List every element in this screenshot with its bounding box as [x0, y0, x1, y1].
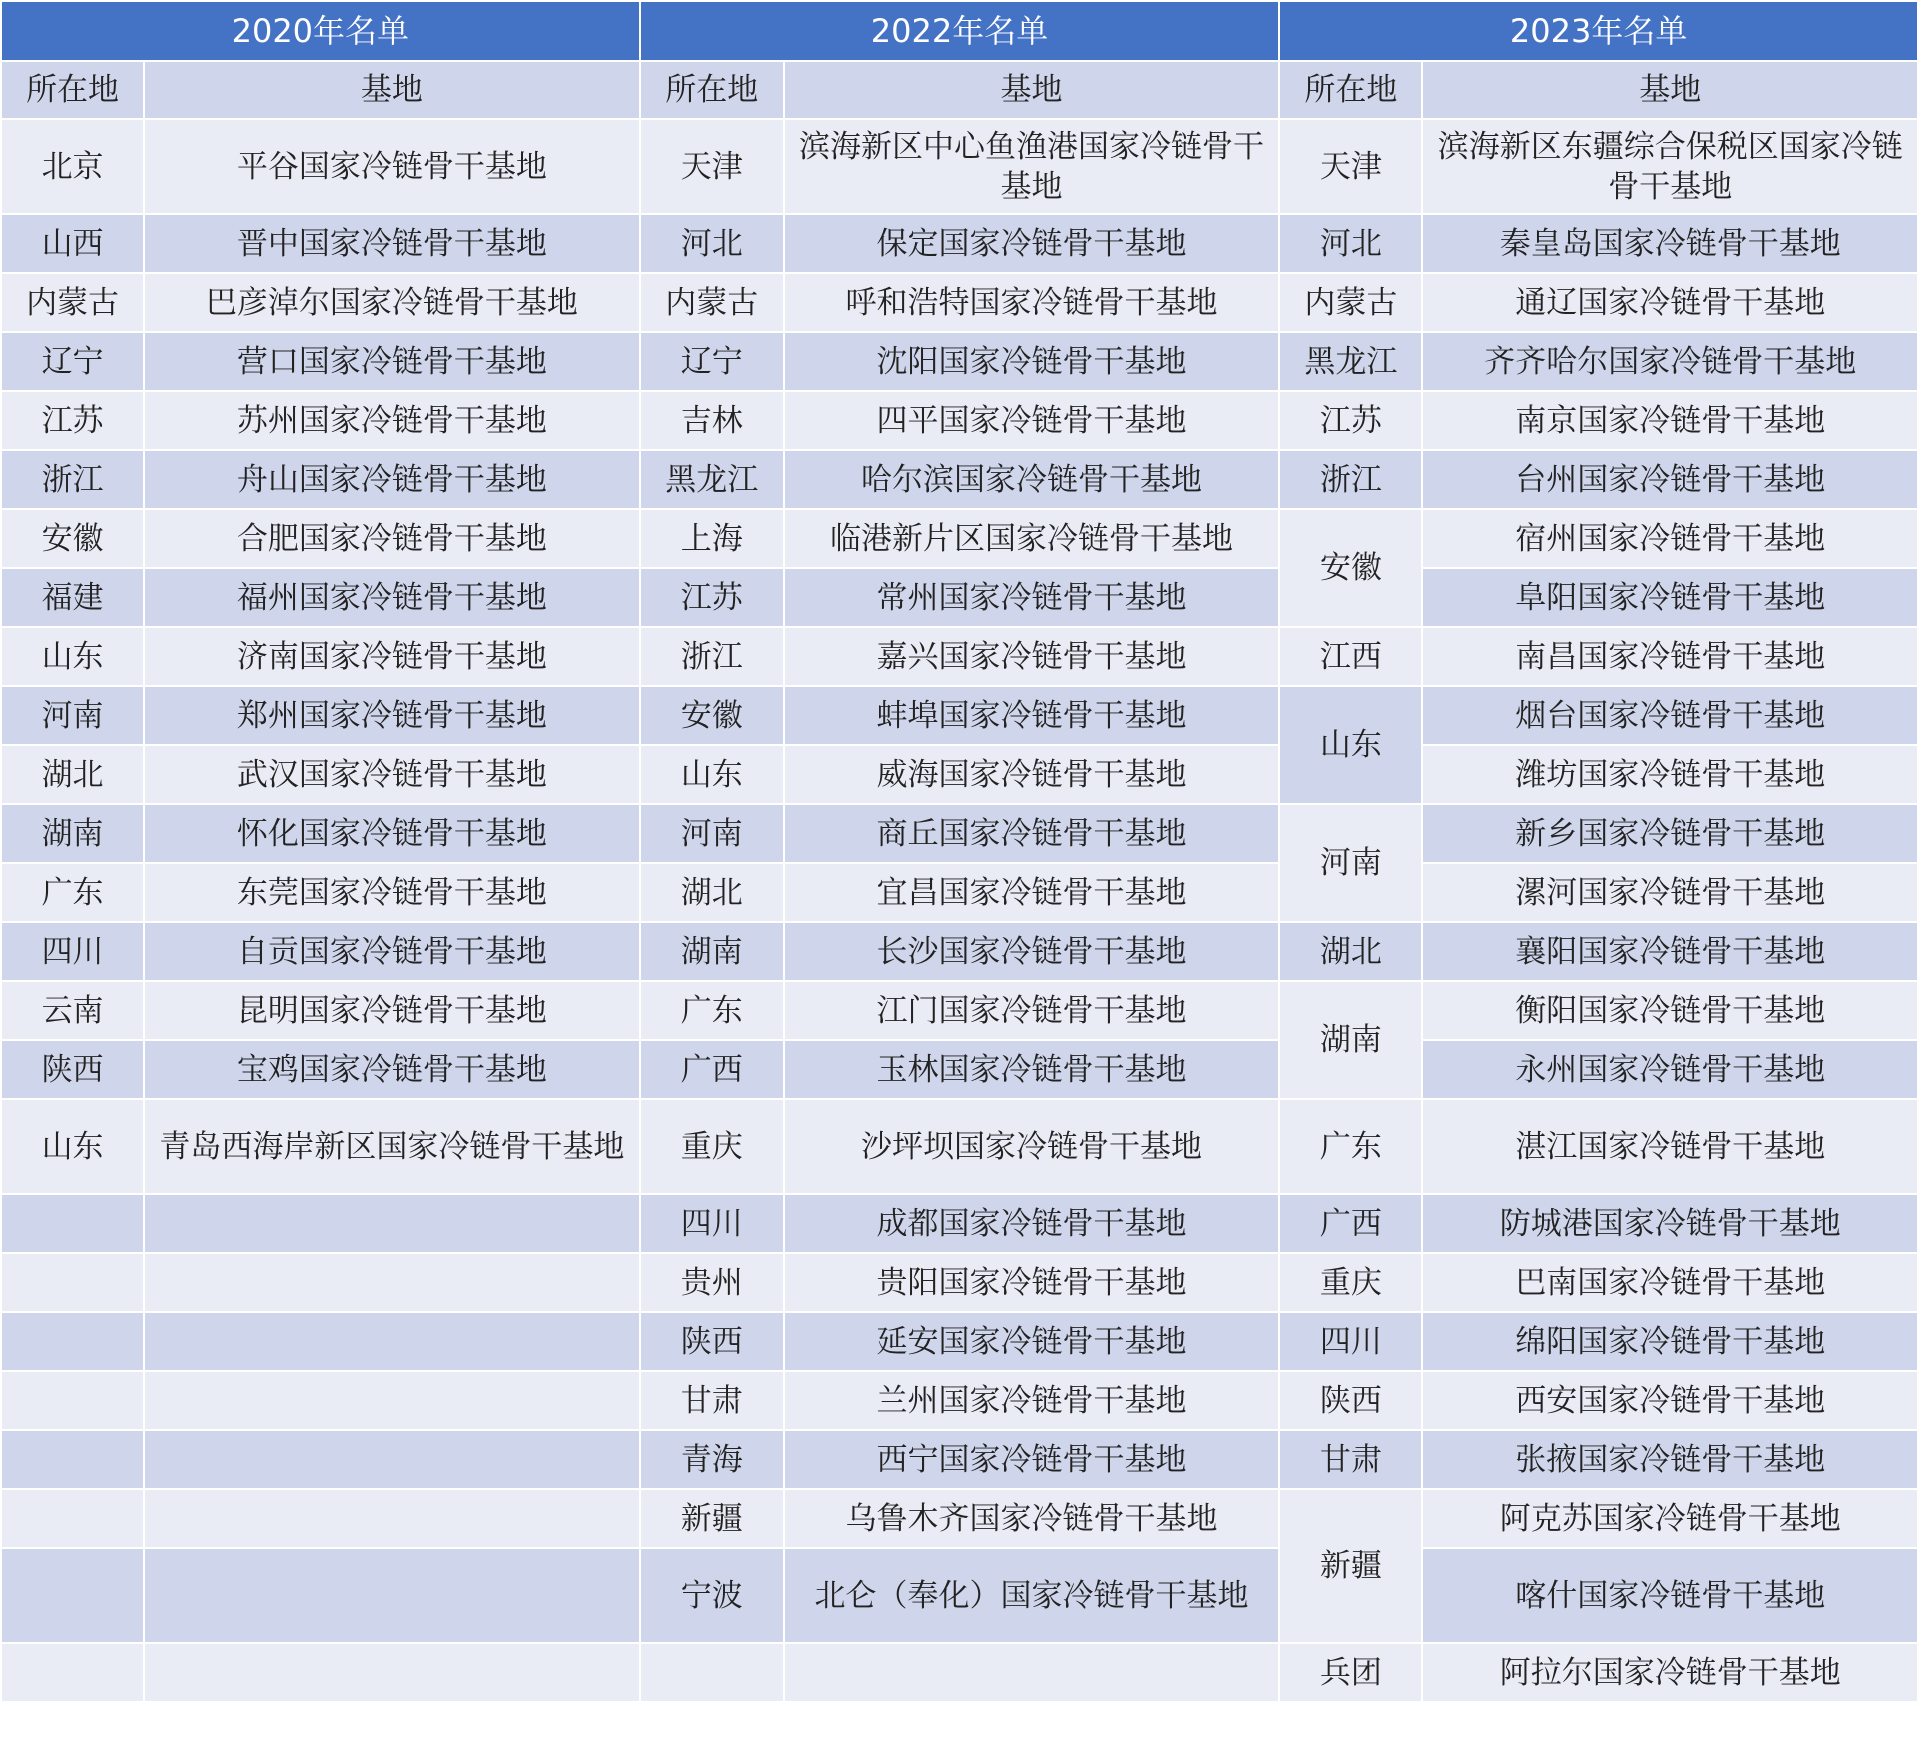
location-2020-cell: 湖北 [2, 746, 143, 803]
col-header-base-2022: 基地 [785, 62, 1279, 118]
table-row [2, 1549, 1917, 1642]
col-header-location-2023: 所在地 [1280, 62, 1421, 118]
header-2023-list: 2023年名单 [1280, 2, 1917, 60]
base-2020-cell: 自贡国家冷链骨干基地 [145, 923, 639, 980]
location-2022-cell: 上海 [641, 510, 783, 567]
base-2022-cell: 延安国家冷链骨干基地 [785, 1313, 1279, 1370]
empty-cell [145, 1254, 639, 1311]
base-2020-cell: 郑州国家冷链骨干基地 [145, 687, 639, 744]
empty-cell [145, 1549, 639, 1642]
base-2023-cell: 张掖国家冷链骨干基地 [1423, 1431, 1917, 1488]
table-row [2, 1490, 1917, 1547]
base-2022-cell: 常州国家冷链骨干基地 [785, 569, 1279, 626]
location-2022-cell: 四川 [641, 1195, 783, 1252]
col-header-base-2020: 基地 [145, 62, 639, 118]
location-2023-cell: 湖北 [1280, 923, 1421, 980]
base-2023-cell: 漯河国家冷链骨干基地 [1423, 864, 1917, 921]
location-2020-cell: 辽宁 [2, 333, 143, 390]
location-2022-cell: 甘肃 [641, 1372, 783, 1429]
base-2020-cell: 怀化国家冷链骨干基地 [145, 805, 639, 862]
table-row [2, 451, 1917, 508]
base-2022-cell: 四平国家冷链骨干基地 [785, 392, 1279, 449]
location-2020-cell: 山西 [2, 215, 143, 272]
header-2020-list: 2020年名单 [2, 2, 639, 60]
location-2020-cell: 四川 [2, 923, 143, 980]
table-row [2, 1644, 1917, 1701]
base-2023-cell: 齐齐哈尔国家冷链骨干基地 [1423, 333, 1917, 390]
empty-cell [2, 1644, 143, 1701]
base-2022-cell: 蚌埠国家冷链骨干基地 [785, 687, 1279, 744]
location-2022-cell: 天津 [641, 120, 783, 213]
location-2023-cell: 天津 [1280, 120, 1421, 213]
location-2020-cell: 北京 [2, 120, 143, 213]
location-2023-cell: 重庆 [1280, 1254, 1421, 1311]
table-row [2, 628, 1917, 685]
location-2022-cell: 山东 [641, 746, 783, 803]
base-2023-cell: 阜阳国家冷链骨干基地 [1423, 569, 1917, 626]
base-2020-cell: 昆明国家冷链骨干基地 [145, 982, 639, 1039]
table-row [2, 864, 1917, 921]
col-header-location-2020: 所在地 [2, 62, 143, 118]
location-2022-cell: 广东 [641, 982, 783, 1039]
empty-cell [2, 1195, 143, 1252]
location-2022-cell: 广西 [641, 1041, 783, 1098]
location-2022-cell: 青海 [641, 1431, 783, 1488]
location-2020-cell: 湖南 [2, 805, 143, 862]
location-2020-cell: 河南 [2, 687, 143, 744]
table-row [2, 274, 1917, 331]
location-2020-cell: 安徽 [2, 510, 143, 567]
base-2023-cell: 秦皇岛国家冷链骨干基地 [1423, 215, 1917, 272]
location-2022-cell: 宁波 [641, 1549, 783, 1642]
base-2023-cell: 湛江国家冷链骨干基地 [1423, 1100, 1917, 1193]
base-2022-cell: 嘉兴国家冷链骨干基地 [785, 628, 1279, 685]
location-2022-cell: 新疆 [641, 1490, 783, 1547]
location-2022-cell: 黑龙江 [641, 451, 783, 508]
location-2023-cell: 湖南 [1280, 982, 1421, 1098]
location-2023-cell: 新疆 [1280, 1490, 1421, 1642]
base-2022-cell: 玉林国家冷链骨干基地 [785, 1041, 1279, 1098]
base-2023-cell: 衡阳国家冷链骨干基地 [1423, 982, 1917, 1039]
location-2023-cell: 四川 [1280, 1313, 1421, 1370]
empty-cell [145, 1644, 639, 1701]
empty-cell [145, 1195, 639, 1252]
base-2022-cell: 商丘国家冷链骨干基地 [785, 805, 1279, 862]
location-2020-cell: 山东 [2, 628, 143, 685]
col-header-location-2022: 所在地 [641, 62, 783, 118]
location-2023-cell: 内蒙古 [1280, 274, 1421, 331]
table-row [2, 746, 1917, 803]
base-2023-cell: 通辽国家冷链骨干基地 [1423, 274, 1917, 331]
empty-cell [641, 1644, 783, 1701]
location-2020-cell: 陕西 [2, 1041, 143, 1098]
location-2020-cell: 广东 [2, 864, 143, 921]
location-2020-cell: 福建 [2, 569, 143, 626]
base-2022-cell: 长沙国家冷链骨干基地 [785, 923, 1279, 980]
table-row [2, 805, 1917, 862]
base-2022-cell: 临港新片区国家冷链骨干基地 [785, 510, 1279, 567]
empty-cell [145, 1372, 639, 1429]
location-2023-cell: 安徽 [1280, 510, 1421, 626]
base-2020-cell: 合肥国家冷链骨干基地 [145, 510, 639, 567]
empty-cell [2, 1313, 143, 1370]
base-2022-cell: 滨海新区中心鱼渔港国家冷链骨干基地 [785, 120, 1279, 213]
base-2020-cell: 东莞国家冷链骨干基地 [145, 864, 639, 921]
table-row [2, 510, 1917, 567]
header-2022-list: 2022年名单 [641, 2, 1279, 60]
base-2022-cell: 乌鲁木齐国家冷链骨干基地 [785, 1490, 1279, 1547]
location-2023-cell: 陕西 [1280, 1372, 1421, 1429]
location-2022-cell: 内蒙古 [641, 274, 783, 331]
base-2023-cell: 滨海新区东疆综合保税区国家冷链骨干基地 [1423, 120, 1917, 213]
empty-cell [785, 1644, 1279, 1701]
location-2020-cell: 内蒙古 [2, 274, 143, 331]
location-2023-cell: 山东 [1280, 687, 1421, 803]
location-2022-cell: 河北 [641, 215, 783, 272]
empty-cell [145, 1490, 639, 1547]
table-row [2, 1372, 1917, 1429]
base-2022-cell: 西宁国家冷链骨干基地 [785, 1431, 1279, 1488]
base-2023-cell: 襄阳国家冷链骨干基地 [1423, 923, 1917, 980]
base-2022-cell: 沈阳国家冷链骨干基地 [785, 333, 1279, 390]
base-2023-cell: 阿克苏国家冷链骨干基地 [1423, 1490, 1917, 1547]
base-2022-cell: 哈尔滨国家冷链骨干基地 [785, 451, 1279, 508]
base-2023-cell: 南京国家冷链骨干基地 [1423, 392, 1917, 449]
base-2022-cell: 成都国家冷链骨干基地 [785, 1195, 1279, 1252]
base-2023-cell: 宿州国家冷链骨干基地 [1423, 510, 1917, 567]
table-row [2, 1195, 1917, 1252]
base-2023-cell: 永州国家冷链骨干基地 [1423, 1041, 1917, 1098]
base-2022-cell: 北仑（奉化）国家冷链骨干基地 [785, 1549, 1279, 1642]
empty-cell [2, 1490, 143, 1547]
empty-cell [2, 1254, 143, 1311]
base-2022-cell: 威海国家冷链骨干基地 [785, 746, 1279, 803]
location-2022-cell: 江苏 [641, 569, 783, 626]
location-2022-cell: 湖北 [641, 864, 783, 921]
empty-cell [2, 1549, 143, 1642]
location-2020-cell: 云南 [2, 982, 143, 1039]
base-2023-cell: 西安国家冷链骨干基地 [1423, 1372, 1917, 1429]
base-2020-cell: 平谷国家冷链骨干基地 [145, 120, 639, 213]
empty-cell [145, 1431, 639, 1488]
table-row [2, 687, 1917, 744]
base-2020-cell: 晋中国家冷链骨干基地 [145, 215, 639, 272]
base-2022-cell: 兰州国家冷链骨干基地 [785, 1372, 1279, 1429]
location-2023-cell: 兵团 [1280, 1644, 1421, 1701]
location-2020-cell: 山东 [2, 1100, 143, 1193]
table-row [2, 1313, 1917, 1370]
base-2020-cell: 青岛西海岸新区国家冷链骨干基地 [145, 1100, 639, 1193]
location-2022-cell: 湖南 [641, 923, 783, 980]
location-2023-cell: 黑龙江 [1280, 333, 1421, 390]
base-2023-cell: 防城港国家冷链骨干基地 [1423, 1195, 1917, 1252]
table-row [2, 333, 1917, 390]
base-2020-cell: 武汉国家冷链骨干基地 [145, 746, 639, 803]
location-2022-cell: 吉林 [641, 392, 783, 449]
base-2023-cell: 喀什国家冷链骨干基地 [1423, 1549, 1917, 1642]
empty-cell [145, 1313, 639, 1370]
base-2022-cell: 宜昌国家冷链骨干基地 [785, 864, 1279, 921]
base-2020-cell: 巴彦淖尔国家冷链骨干基地 [145, 274, 639, 331]
table-row [2, 1254, 1917, 1311]
location-2023-cell: 江西 [1280, 628, 1421, 685]
location-2022-cell: 重庆 [641, 1100, 783, 1193]
location-2022-cell: 河南 [641, 805, 783, 862]
base-2023-cell: 潍坊国家冷链骨干基地 [1423, 746, 1917, 803]
base-2022-cell: 保定国家冷链骨干基地 [785, 215, 1279, 272]
empty-cell [2, 1372, 143, 1429]
base-2020-cell: 宝鸡国家冷链骨干基地 [145, 1041, 639, 1098]
base-2023-cell: 新乡国家冷链骨干基地 [1423, 805, 1917, 862]
empty-cell [2, 1431, 143, 1488]
location-2023-cell: 浙江 [1280, 451, 1421, 508]
base-2023-cell: 绵阳国家冷链骨干基地 [1423, 1313, 1917, 1370]
table-row [2, 1041, 1917, 1098]
base-2020-cell: 济南国家冷链骨干基地 [145, 628, 639, 685]
base-2023-cell: 巴南国家冷链骨干基地 [1423, 1254, 1917, 1311]
location-2023-cell: 广西 [1280, 1195, 1421, 1252]
table-row [2, 120, 1917, 213]
table-row [2, 923, 1917, 980]
table-row [2, 1431, 1917, 1488]
location-2023-cell: 江苏 [1280, 392, 1421, 449]
base-2023-cell: 烟台国家冷链骨干基地 [1423, 687, 1917, 744]
location-2022-cell: 浙江 [641, 628, 783, 685]
table-row [2, 392, 1917, 449]
location-2020-cell: 江苏 [2, 392, 143, 449]
base-2022-cell: 沙坪坝国家冷链骨干基地 [785, 1100, 1279, 1193]
col-header-base-2023: 基地 [1423, 62, 1917, 118]
location-2023-cell: 河南 [1280, 805, 1421, 921]
location-2022-cell: 辽宁 [641, 333, 783, 390]
base-2023-cell: 南昌国家冷链骨干基地 [1423, 628, 1917, 685]
table-row [2, 982, 1917, 1039]
location-2020-cell: 浙江 [2, 451, 143, 508]
base-2022-cell: 呼和浩特国家冷链骨干基地 [785, 274, 1279, 331]
location-2023-cell: 河北 [1280, 215, 1421, 272]
location-2023-cell: 甘肃 [1280, 1431, 1421, 1488]
base-2022-cell: 贵阳国家冷链骨干基地 [785, 1254, 1279, 1311]
location-2022-cell: 安徽 [641, 687, 783, 744]
table-row [2, 1100, 1917, 1193]
base-2020-cell: 苏州国家冷链骨干基地 [145, 392, 639, 449]
table-row [2, 215, 1917, 272]
base-2020-cell: 营口国家冷链骨干基地 [145, 333, 639, 390]
table-row [2, 569, 1917, 626]
location-2022-cell: 贵州 [641, 1254, 783, 1311]
location-2023-cell: 广东 [1280, 1100, 1421, 1193]
base-2020-cell: 舟山国家冷链骨干基地 [145, 451, 639, 508]
base-2023-cell: 台州国家冷链骨干基地 [1423, 451, 1917, 508]
base-2023-cell: 阿拉尔国家冷链骨干基地 [1423, 1644, 1917, 1701]
base-2020-cell: 福州国家冷链骨干基地 [145, 569, 639, 626]
base-2022-cell: 江门国家冷链骨干基地 [785, 982, 1279, 1039]
location-2022-cell: 陕西 [641, 1313, 783, 1370]
